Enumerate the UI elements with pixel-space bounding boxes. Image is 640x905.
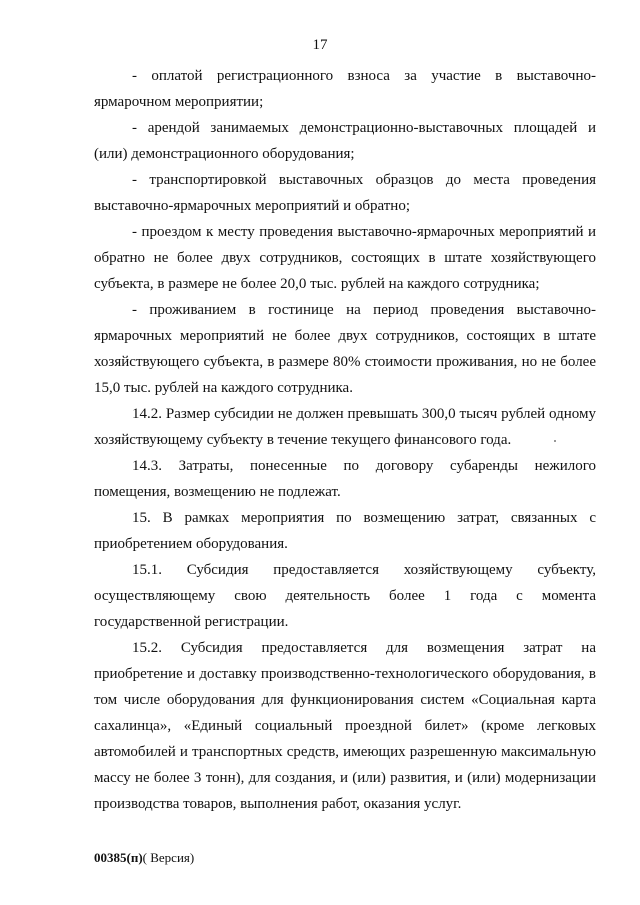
footer-version: ( Версия): [142, 850, 195, 865]
footer-code: 00385(п): [94, 850, 143, 865]
paragraph-transport: - транспортировкой выставочных образцов до места проведения выставочно-ярмарочных мероприятий и обратно;: [94, 172, 596, 214]
paragraph-registration-fee: - оплатой регистрационного взноса за участие в выставочно-ярмарочном мероприятии;: [94, 68, 596, 110]
paragraph-15: 15. В рамках мероприятия по возмещению затрат, связанных с приобретением оборудования.: [94, 510, 596, 552]
scan-speck: [554, 440, 556, 442]
paragraph-travel: - проездом к месту проведения выставочно-ярмарочных мероприятий и обратно не более двух сотрудников, состоящих в штате хозяйствующего субъекта, в размере не более 20,0 тыс. рублей на каждого сотрудника;: [94, 224, 596, 292]
paragraph-15-2: 15.2. Субсидия предоставляется для возмещения затрат на приобретение и доставку производственно-технологического оборудования, в том числе оборудования для функционирования систем «Социальная карта сахалинца», «Единый социальный проездной билет» (кроме легковых автомобилей и транспортных средств, имеющих разрешенную максимальную массу не более 3 тонн), для создания, и (или) развития, и (или) модернизации производства товаров, выполнения работ, оказания услуг.: [94, 640, 596, 812]
paragraph-14-3: 14.3. Затраты, понесенные по договору субаренды нежилого помещения, возмещению не подлежат.: [94, 458, 596, 500]
paragraph-15-1: 15.1. Субсидия предоставляется хозяйствующему субъекту, осуществляющему свою деятельность более 1 года с момента государственной регистрации.: [94, 562, 596, 630]
document-body: [94, 63, 596, 817]
document-footer: [94, 850, 194, 866]
page-number: 17: [312, 37, 328, 53]
paragraph-14-2: 14.2. Размер субсидии не должен превышать 300,0 тысяч рублей одному хозяйствующему субъекту в течение текущего финансового года.: [94, 406, 596, 448]
paragraph-accommodation: - проживанием в гостинице на период проведения выставочно-ярмарочных мероприятий не более двух сотрудников, состоящих в штате хозяйствующего субъекта, в размере 80% стоимости проживания, но не более 15,0 тыс. рублей на каждого сотрудника.: [94, 302, 596, 396]
paragraph-rent: - арендой занимаемых демонстрационно-выставочных площадей и (или) демонстрационного оборудования;: [94, 120, 596, 162]
